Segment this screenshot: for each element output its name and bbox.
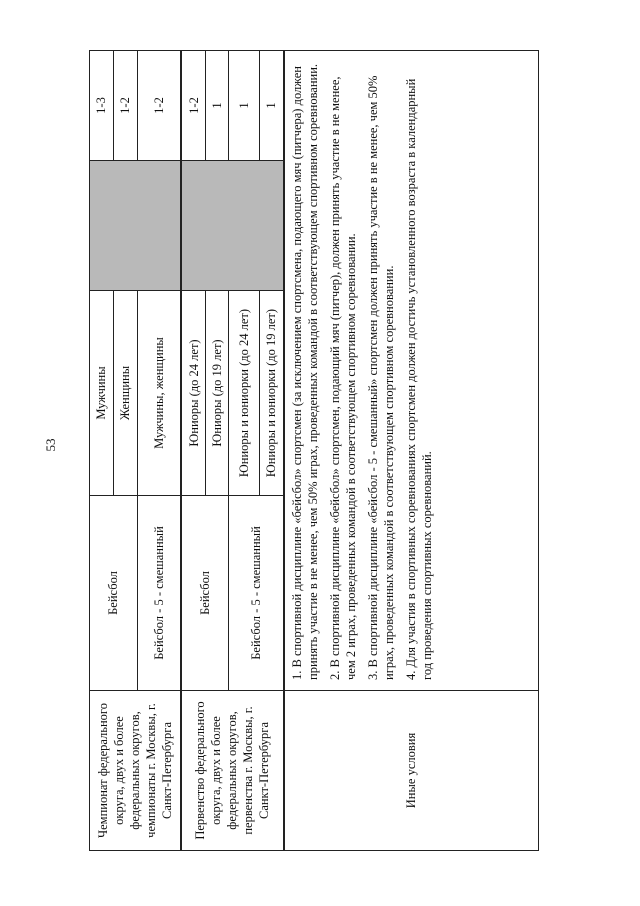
group-cell: Юниоры и юниорки (до 19 лет) bbox=[260, 291, 284, 496]
competition-cell-championship: Чемпионат федерального округа, двух и более федеральных округов, чемпионаты г. Москвы, г. Санкт-Петербурга bbox=[90, 691, 182, 851]
note-1: 1. В спортивной дисциплине «бейсбол» спортсмен (за исключением спортсмена, подающего мяч (питчера) должен принять участие в не менее, чем 50% игрaх, проведенных командой в соответствующем спортивном соревновании. bbox=[289, 63, 320, 680]
count-cell: 1-2 bbox=[137, 51, 181, 161]
group-cell: Мужчины bbox=[90, 291, 114, 496]
other-conditions-label: Иные условия bbox=[284, 691, 539, 851]
discipline-cell: Бейсбол bbox=[90, 496, 138, 691]
requirements-table bbox=[89, 50, 539, 851]
group-cell: Юниоры и юниорки (до 24 лет) bbox=[228, 291, 260, 496]
shaded-cell bbox=[181, 161, 283, 291]
shaded-cell bbox=[90, 161, 182, 291]
group-cell: Женщины bbox=[113, 291, 137, 496]
count-cell: 1-3 bbox=[90, 51, 114, 161]
requirements-table-page bbox=[89, 51, 539, 851]
group-cell: Юниоры (до 24 лет) bbox=[181, 291, 205, 496]
discipline-cell: Бейсбол bbox=[181, 496, 228, 691]
table-row bbox=[90, 51, 114, 851]
count-cell: 1 bbox=[228, 51, 260, 161]
group-cell: Юниоры (до 19 лет) bbox=[205, 291, 228, 496]
discipline-cell: Бейсбол - 5 - смешанный bbox=[137, 496, 181, 691]
competition-cell-first: Первенство федерального округа, двух и более федеральных округов, первенства г. Москвы, г. Санкт-Петербурга bbox=[181, 691, 283, 851]
count-cell: 1-2 bbox=[181, 51, 205, 161]
note-2: 2. В спортивной дисциплине «бейсбол» спортсмен, подающий мяч (питчер), должен принять участие в не менее, чем 2 играх, проведенных командой в соответствующем спортивном соревновании. bbox=[327, 76, 358, 680]
note-4: 4. Для участия в спортивных соревнованиях спортсмен должен достичь установленного возраста в календарный год проведения спортивных соревнований. bbox=[403, 78, 434, 680]
page-number: 53 bbox=[43, 438, 58, 452]
other-conditions-notes bbox=[284, 51, 539, 691]
count-cell: 1-2 bbox=[113, 51, 137, 161]
group-cell: Мужчины, женщины bbox=[137, 291, 181, 496]
discipline-cell: Бейсбол - 5 - смешанный bbox=[228, 496, 283, 691]
note-3: 3. В спортивной дисциплине «бейсбол - 5 - смешанный» спортсмен должен принять участие в не менее, чем 50% играх, проведенных командой в соответствующем спортивном соревновании. bbox=[365, 75, 396, 680]
table-row bbox=[284, 51, 539, 851]
count-cell: 1 bbox=[260, 51, 284, 161]
table-row bbox=[181, 51, 205, 851]
count-cell: 1 bbox=[205, 51, 228, 161]
